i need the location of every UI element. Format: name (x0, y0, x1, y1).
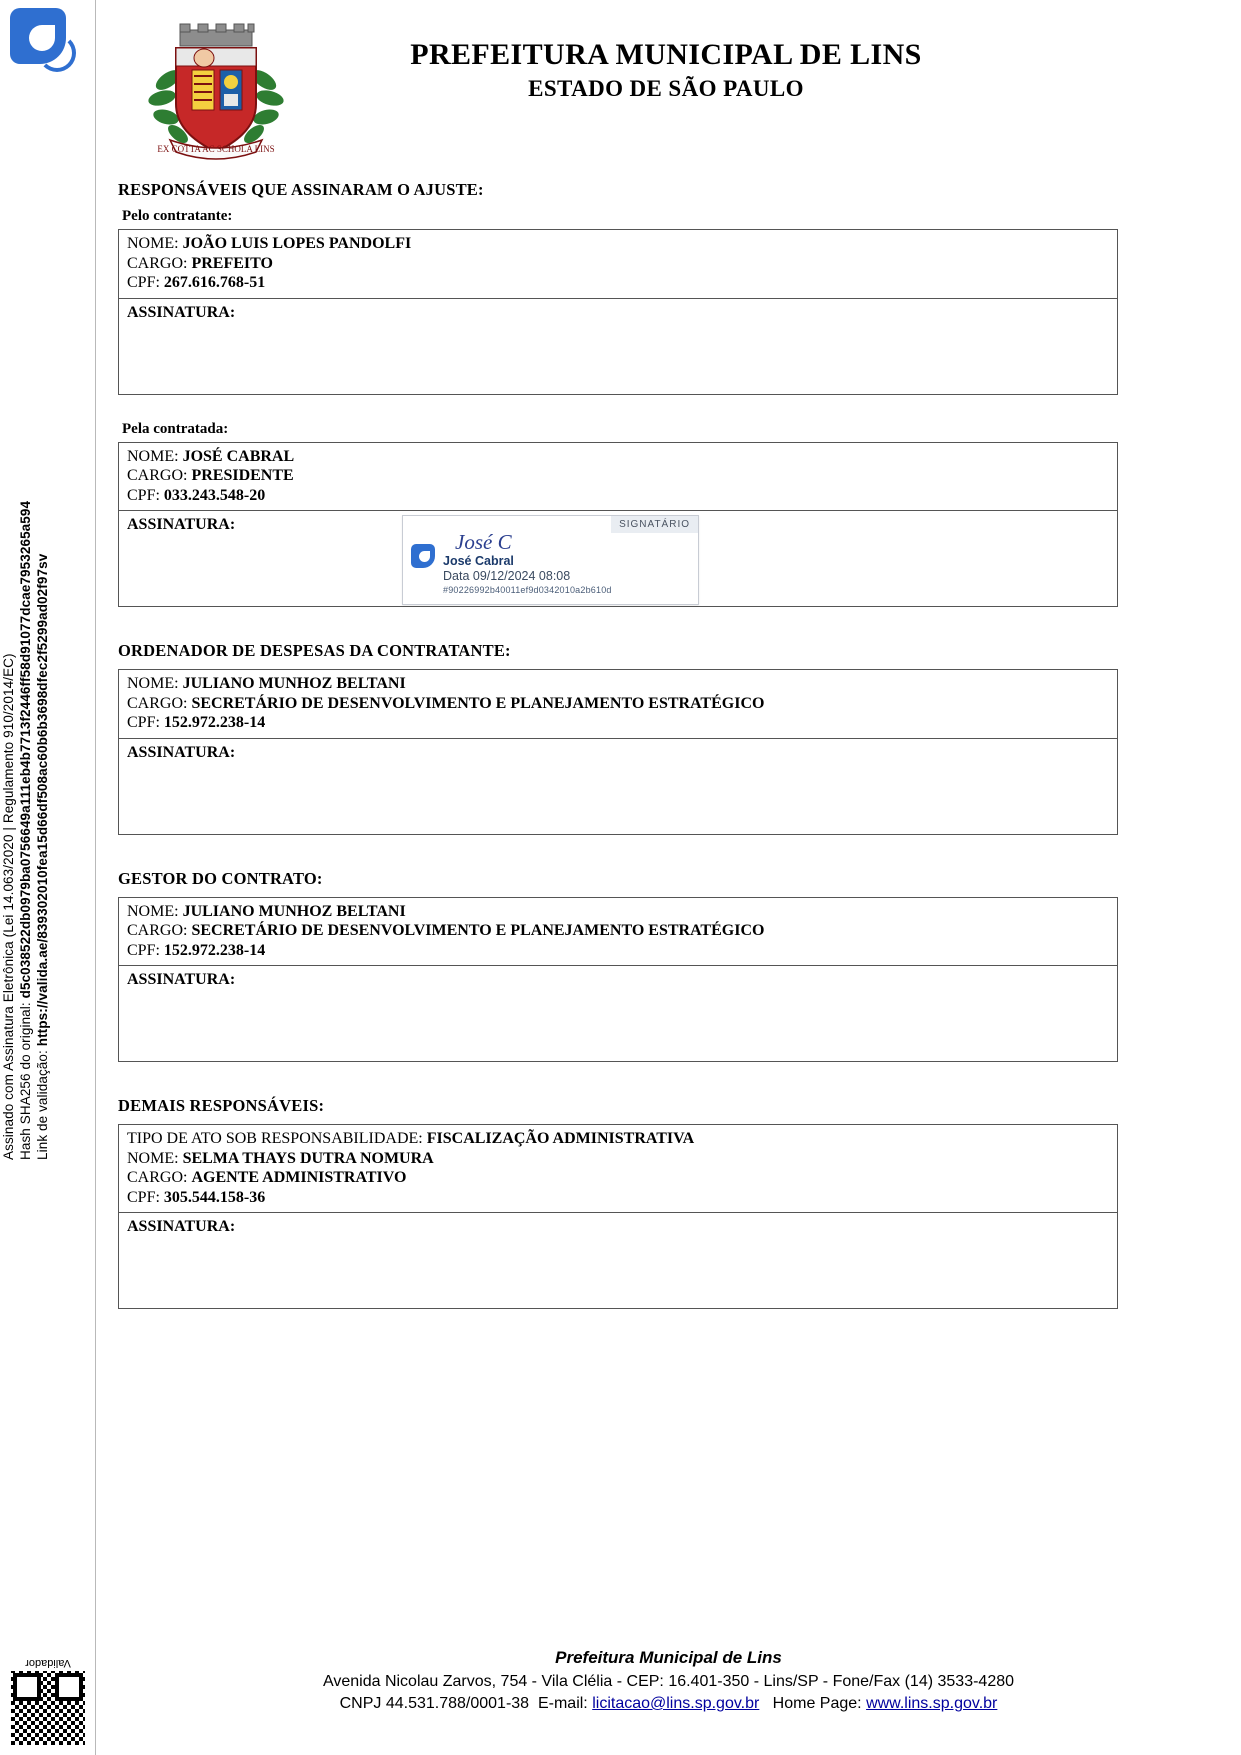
section-heading-ordenador: ORDENADOR DE DESPESAS DA CONTRATANTE: (118, 641, 511, 660)
page-title: PREFEITURA MUNICIPAL DE LINS (410, 38, 922, 71)
nome-value: JULIANO MUNHOZ BELTANI (182, 675, 406, 692)
cpf-value: 267.616.768-51 (163, 274, 266, 291)
cpf-label: CPF: (127, 941, 160, 959)
cpf-row (127, 713, 1109, 733)
assinatura-label: ASSINATURA: (127, 971, 236, 988)
signature-area-demais[interactable] (119, 1212, 1117, 1308)
footer-address: Avenida Nicolau Zarvos, 754 - Vila Clélia - CEP: 16.401-350 - Lins/SP - Fone/Fax (14) 3533-4280 (322, 1673, 1015, 1690)
cpf-value: 305.544.158-36 (163, 1188, 266, 1206)
box-contratante (118, 229, 1118, 395)
qr-code-icon[interactable] (11, 1671, 85, 1745)
handwritten-signature: José C (455, 530, 512, 554)
hash-value: d5c038522db0979ba0756649a111eb4b7713f2446ff58d91077dcae7953265a594 (18, 500, 33, 999)
signer-name: José Cabral (443, 554, 514, 568)
box-gestor (118, 897, 1118, 1063)
signature-area-contratada[interactable] (119, 510, 1117, 606)
cpf-label: CPF: (127, 1188, 160, 1206)
nome-label: NOME: (127, 1149, 179, 1167)
cargo-row (127, 254, 1109, 274)
assinatura-label: ASSINATURA: (127, 743, 236, 761)
validador-logo-icon (10, 8, 72, 70)
qr-label: Validador (25, 1657, 71, 1669)
cargo-label: CARGO: (127, 922, 188, 939)
cpf-row (127, 273, 1109, 293)
footer-title: Prefeitura Municipal de Lins (555, 1648, 782, 1667)
electronic-signature-stamp[interactable] (402, 515, 699, 605)
signature-area-ordenador[interactable] (119, 738, 1117, 834)
link-line (34, 100, 51, 1160)
nome-value: JOÃO LUIS LOPES PANDOLFI (182, 235, 412, 252)
cpf-value: 033.243.548-20 (163, 486, 266, 504)
section-heading-gestor: GESTOR DO CONTRATO: (118, 868, 323, 888)
document-footer (96, 1648, 1241, 1715)
cargo-row (127, 694, 1109, 714)
cpf-row (127, 486, 1109, 506)
footer-email-link[interactable]: licitacao@lins.sp.gov.br (592, 1695, 760, 1712)
nome-label: NOME: (127, 902, 179, 920)
cargo-label: CARGO: (127, 254, 188, 272)
nome-row (127, 1149, 1109, 1169)
cargo-row (127, 466, 1109, 486)
nome-row (127, 234, 1109, 254)
section-heading-demais: DEMAIS RESPONSÁVEIS: (118, 1096, 325, 1115)
cargo-value: SECRETÁRIO DE DESENVOLVIMENTO E PLANEJAMENTO ESTRATÉGICO (191, 694, 765, 712)
page-subtitle: ESTADO DE SÃO PAULO (528, 76, 804, 101)
cpf-label: CPF: (127, 274, 160, 291)
nome-value: SELMA THAYS DUTRA NOMURA (182, 1149, 434, 1167)
footer-email-label: E-mail: (537, 1695, 588, 1712)
cargo-value: SECRETÁRIO DE DESENVOLVIMENTO E PLANEJAMENTO ESTRATÉGICO (191, 922, 765, 939)
footer-home-label: Home Page: (772, 1695, 862, 1712)
section-heading-responsaveis: RESPONSÁVEIS QUE ASSINARAM O AJUSTE: (118, 180, 484, 199)
cpf-label: CPF: (127, 714, 160, 731)
cargo-row (127, 921, 1109, 941)
signature-logo-icon (411, 544, 437, 570)
cargo-row (127, 1168, 1109, 1188)
tipo-ato-label: TIPO DE ATO SOB RESPONSABILIDADE: (127, 1130, 423, 1147)
svg-text:EX COTTA AC SCHOLA LINS: EX COTTA AC SCHOLA LINS (157, 144, 275, 154)
nome-row (127, 674, 1109, 694)
cpf-value: 152.972.238-14 (163, 714, 266, 731)
footer-cnpj: CNPJ 44.531.788/0001-38 (339, 1695, 530, 1712)
link-label: Link de validação: (35, 1050, 50, 1160)
hash-label: Hash SHA256 do original: (18, 1002, 33, 1160)
cargo-value: PREFEITO (191, 254, 273, 272)
validation-sidebar (0, 0, 96, 1755)
tipo-ato-value: FISCALIZAÇÃO ADMINISTRATIVA (426, 1130, 695, 1147)
tipo-ato-row (127, 1129, 1109, 1149)
box-ordenador (118, 669, 1118, 835)
nome-row (127, 902, 1109, 922)
signer-hash: #90226992b40011ef9d0342010a2b610d (443, 585, 612, 595)
box-demais (118, 1124, 1118, 1309)
cpf-value: 152.972.238-14 (163, 941, 266, 959)
link-value[interactable]: https://valida.ae/839302010fea15d66df508ac60b6b3698dfec2f5299ad02f97sv (35, 553, 50, 1047)
nome-value: JULIANO MUNHOZ BELTANI (182, 902, 406, 920)
subheading-contratante: Pelo contratante: (122, 208, 233, 224)
document-page (96, 0, 1241, 1755)
signature-area-gestor[interactable] (119, 965, 1117, 1061)
footer-contact (96, 1693, 1241, 1715)
nome-label: NOME: (127, 235, 179, 252)
assinatura-label: ASSINATURA: (127, 1218, 236, 1235)
nome-row (127, 447, 1109, 467)
subheading-contratada: Pela contratada: (122, 420, 229, 437)
nome-value: JOSÉ CABRAL (182, 447, 295, 465)
box-contratada (118, 442, 1118, 608)
footer-home-link[interactable]: www.lins.sp.gov.br (866, 1695, 998, 1712)
cargo-value: AGENTE ADMINISTRATIVO (191, 1169, 407, 1186)
signed-line: Assinado com Assinatura Eletrônica (Lei 14.063/2020 | Regulamento 910/2014/EC) (1, 653, 16, 1160)
assinatura-label: ASSINATURA: (127, 303, 236, 321)
signer-date: Data 09/12/2024 08:08 (443, 569, 571, 583)
validation-text (0, 100, 90, 1160)
title-block (296, 38, 1036, 102)
cargo-label: CARGO: (127, 1169, 188, 1186)
cargo-label: CARGO: (127, 467, 188, 484)
signature-area-contratante[interactable] (119, 298, 1117, 394)
qr-block (6, 1657, 90, 1745)
cpf-label: CPF: (127, 486, 160, 504)
nome-label: NOME: (127, 447, 179, 465)
signatario-badge: SIGNATÁRIO (611, 516, 698, 533)
coat-of-arms-icon (136, 22, 296, 167)
hash-line (17, 100, 34, 1160)
cpf-row (127, 941, 1109, 961)
cargo-value: PRESIDENTE (191, 467, 294, 484)
assinatura-label: ASSINATURA: (127, 516, 236, 533)
cargo-label: CARGO: (127, 694, 188, 712)
nome-label: NOME: (127, 675, 179, 692)
document-header (96, 0, 1241, 180)
cpf-row (127, 1188, 1109, 1208)
